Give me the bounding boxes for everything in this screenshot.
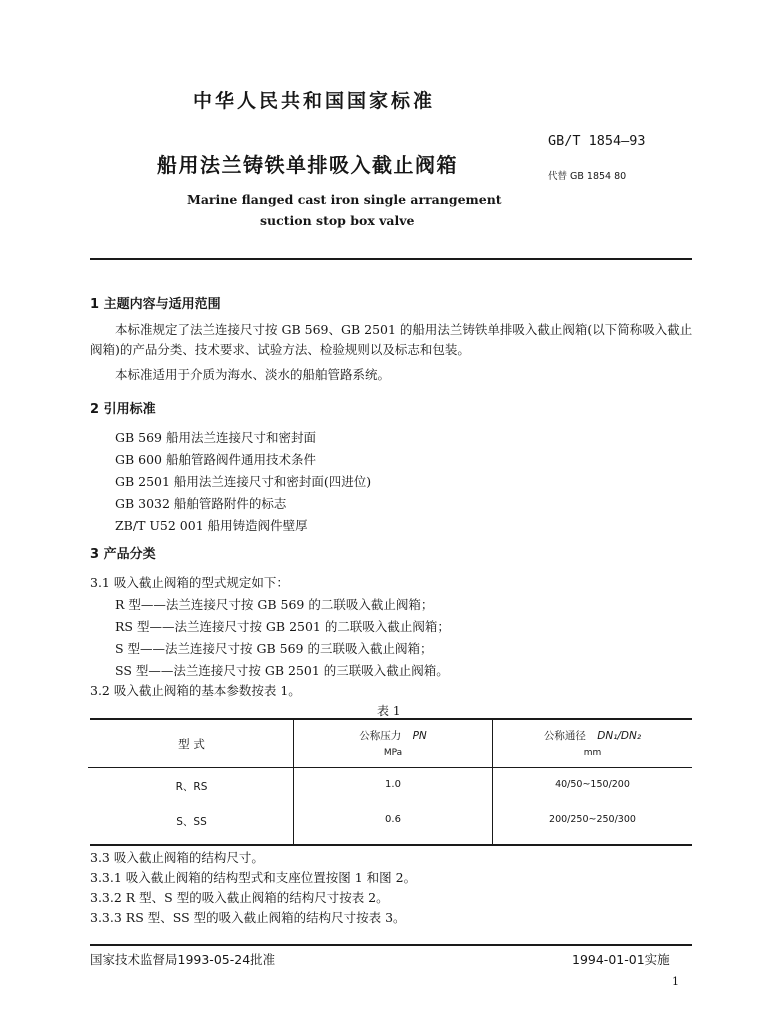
clause-3-1: 3.1 吸入截止阀箱的型式规定如下： bbox=[90, 575, 289, 590]
document-title: 船用法兰铸铁单排吸入截止阀箱 bbox=[157, 153, 458, 177]
table-header-diameter bbox=[493, 728, 692, 743]
page-number: 1 bbox=[672, 975, 679, 988]
pressure-header-symbol: PN bbox=[412, 730, 427, 742]
table-bottom-rule bbox=[90, 844, 692, 846]
section-1-scope: 本标准适用于介质为海水、淡水的船舶管路系统。 bbox=[115, 367, 391, 382]
section-2-heading: 2 引用标准 bbox=[90, 402, 156, 417]
english-title-line1: Marine flanged cast iron single arrangement bbox=[187, 192, 502, 207]
approval-date: 国家技术监督局1993-05-24批准 bbox=[90, 952, 276, 967]
pressure-header-label: 公称压力 bbox=[359, 730, 402, 742]
table-top-rule bbox=[90, 718, 692, 720]
table-caption: 表 1 bbox=[377, 704, 401, 718]
clause-3-3-1: 3.3.1 吸入截止阀箱的结构型式和支座位置按图 1 和图 2。 bbox=[90, 870, 417, 885]
diameter-unit: mm bbox=[583, 748, 602, 758]
row-diameter: 200/250~250/300 bbox=[549, 814, 636, 825]
pressure-unit: MPa bbox=[383, 748, 403, 758]
reference-item: GB 600 船舶管路阀件通用技术条件 bbox=[115, 452, 316, 467]
table-header-pressure bbox=[294, 728, 492, 743]
type-definition: SS 型——法兰连接尺寸按 GB 2501 的三联吸入截止阀箱。 bbox=[115, 663, 449, 678]
footer-divider bbox=[90, 944, 692, 946]
standard-header: 中华人民共和国国家标准 bbox=[193, 90, 436, 112]
clause-3-3: 3.3 吸入截止阀箱的结构尺寸。 bbox=[90, 850, 264, 865]
clause-3-3-2: 3.3.2 R 型、S 型的吸入截止阀箱的结构尺寸按表 2。 bbox=[90, 890, 389, 905]
replaces-standard: 代替 GB 1854 80 bbox=[548, 171, 627, 182]
section-3-heading: 3 产品分类 bbox=[90, 547, 156, 562]
section-1-paragraph: 本标准规定了法兰连接尺寸按 GB 569、GB 2501 的船用法兰铸铁单排吸入截止阀箱(以下简称吸入截止阀箱)的产品分类、技术要求、试验方法、检验规则以及标志和包装。 bbox=[90, 322, 693, 357]
table-header-type: 型 式 bbox=[178, 737, 205, 751]
row-type: S、SS bbox=[176, 816, 207, 828]
type-definition: S 型——法兰连接尺寸按 GB 569 的三联吸入截止阀箱； bbox=[115, 641, 433, 656]
english-title-line2: suction stop box valve bbox=[260, 213, 415, 228]
row-type: R、RS bbox=[175, 781, 208, 793]
reference-item: GB 2501 船用法兰连接尺寸和密封面(四进位) bbox=[115, 474, 372, 489]
row-pressure: 0.6 bbox=[385, 814, 401, 825]
row-pressure: 1.0 bbox=[385, 779, 401, 790]
reference-item: ZB/T U52 001 船用铸造阀件壁厚 bbox=[115, 518, 308, 533]
table-header-rule bbox=[88, 767, 692, 768]
type-definition: RS 型——法兰连接尺寸按 GB 2501 的二联吸入截止阀箱； bbox=[115, 619, 450, 634]
header-divider bbox=[90, 258, 692, 260]
reference-item: GB 569 船用法兰连接尺寸和密封面 bbox=[115, 430, 316, 445]
clause-3-2: 3.2 吸入截止阀箱的基本参数按表 1。 bbox=[90, 683, 301, 698]
clause-3-3-3: 3.3.3 RS 型、SS 型的吸入截止阀箱的结构尺寸按表 3。 bbox=[90, 910, 406, 925]
section-1-heading: 1 主题内容与适用范围 bbox=[90, 297, 221, 312]
standard-number: GB/T 1854—93 bbox=[548, 133, 646, 149]
row-diameter: 40/50~150/200 bbox=[555, 779, 630, 790]
diameter-header-label: 公称通径 bbox=[543, 730, 586, 742]
diameter-header-symbol: DN₁/DN₂ bbox=[597, 730, 642, 742]
effective-date: 1994-01-01实施 bbox=[572, 952, 670, 967]
type-definition: R 型——法兰连接尺寸按 GB 569 的二联吸入截止阀箱； bbox=[115, 597, 434, 612]
reference-item: GB 3032 船舶管路附件的标志 bbox=[115, 496, 287, 511]
